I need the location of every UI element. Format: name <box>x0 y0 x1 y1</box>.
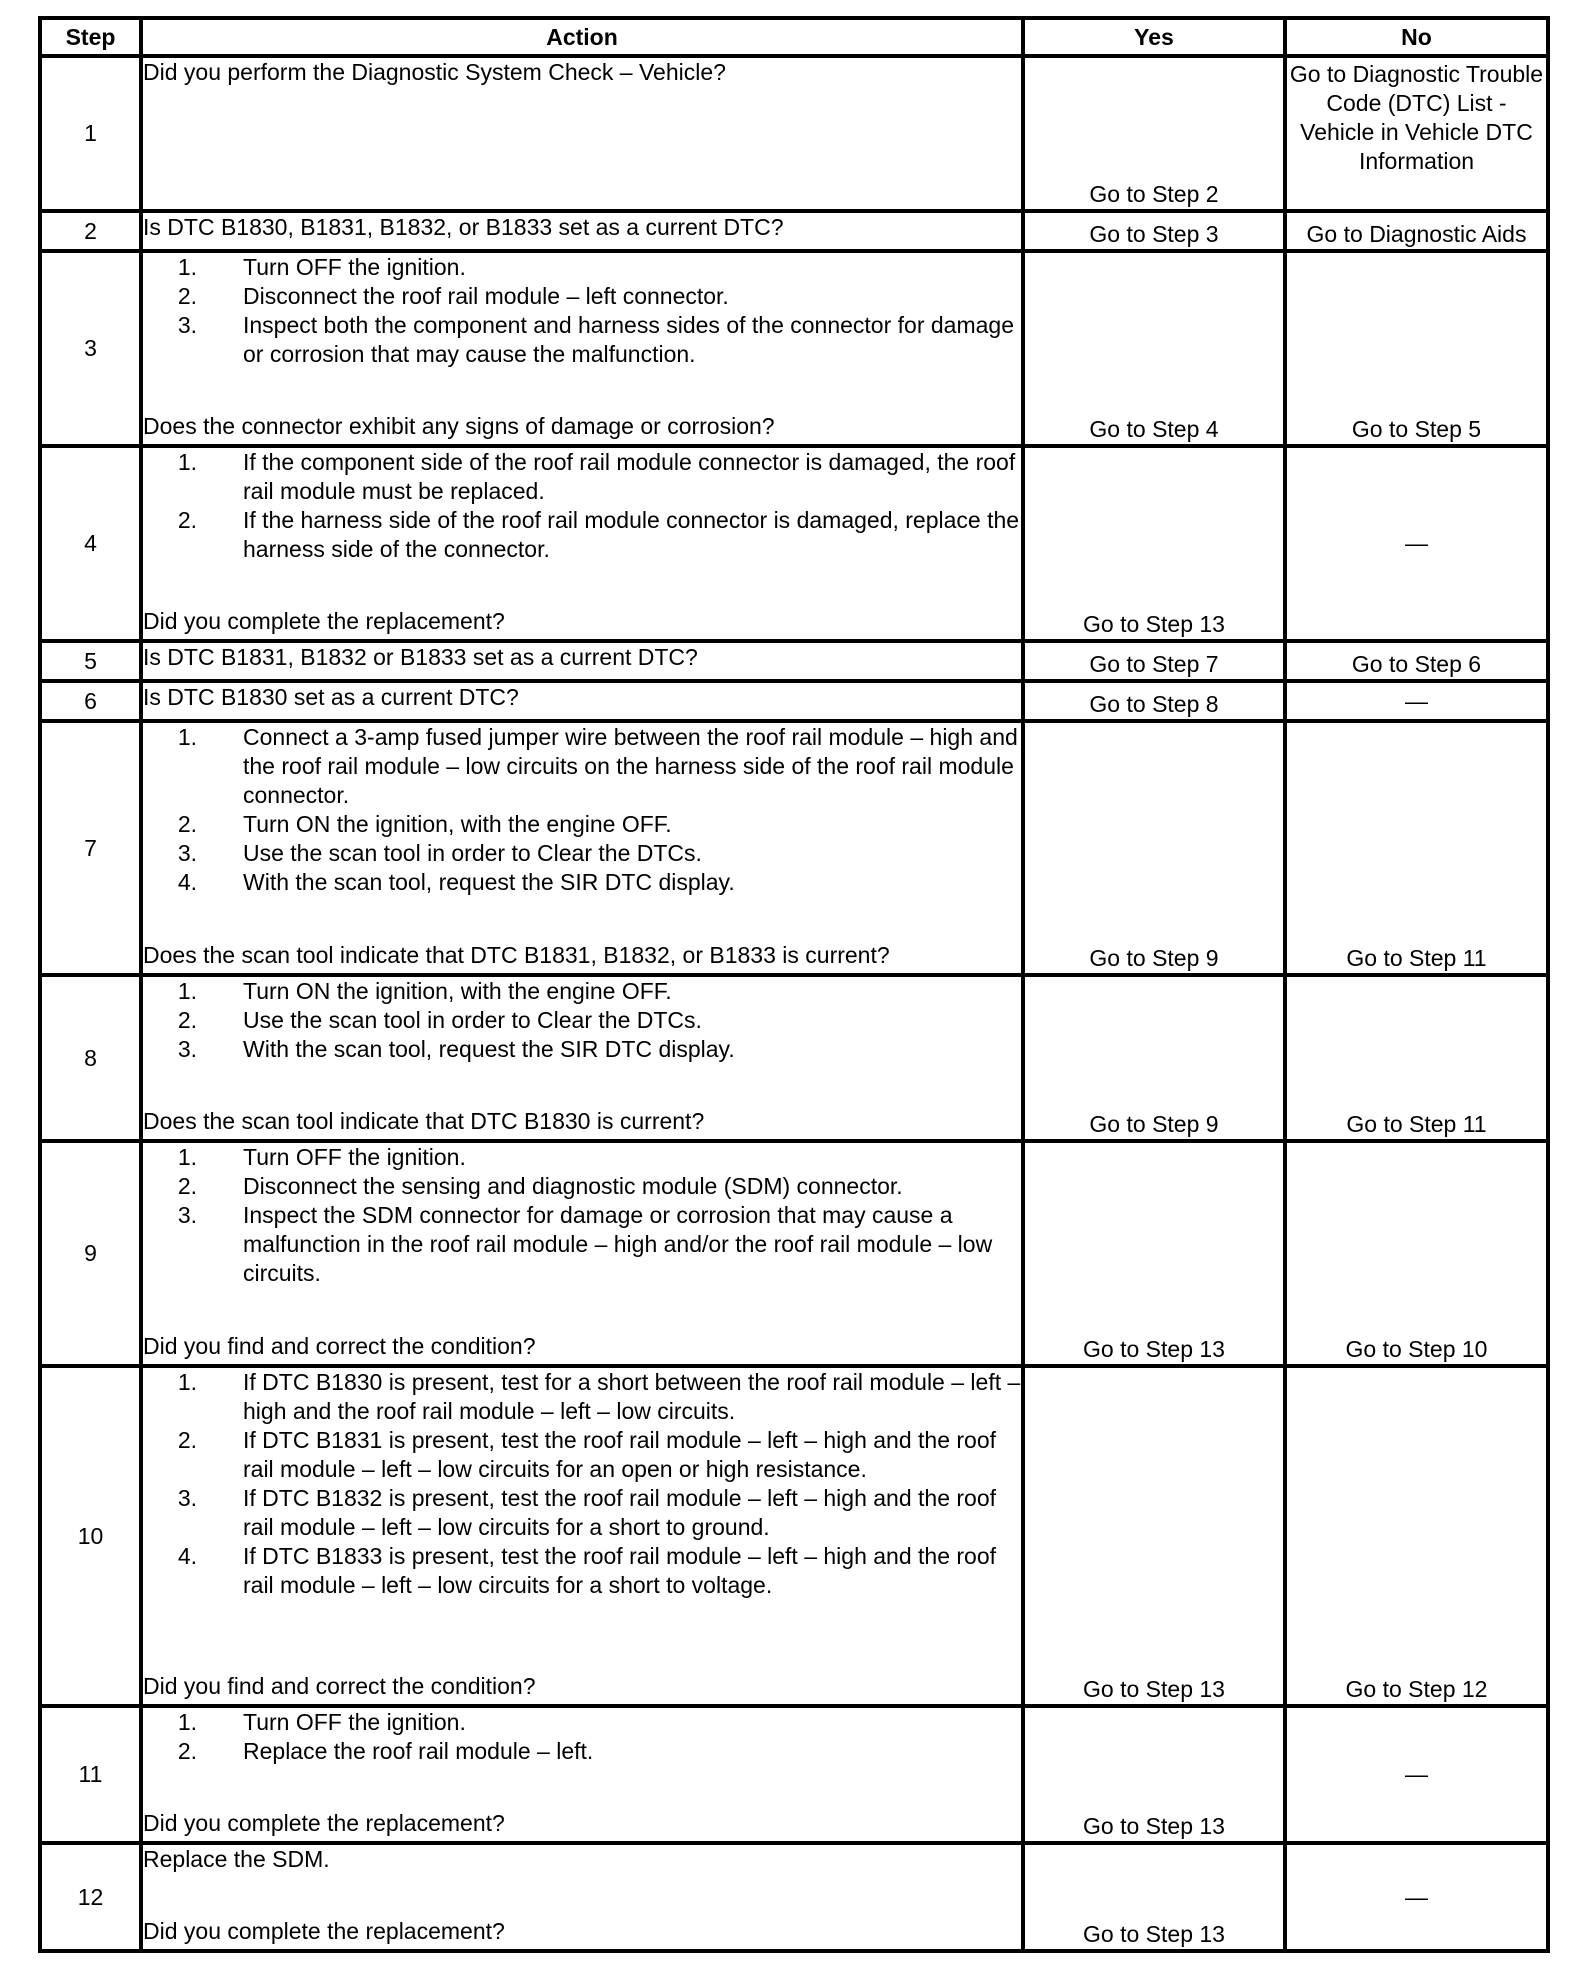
list-item: 2. Turn ON the ignition, with the engine OFF. <box>177 811 672 837</box>
action-cell <box>141 56 1023 211</box>
table-row <box>40 975 1548 1141</box>
list-item: 3. Use the scan tool in order to Clear the DTCs. <box>177 840 702 866</box>
action-cell <box>141 1141 1023 1366</box>
step-number: 1 <box>40 56 141 211</box>
header-yes: Yes <box>1023 18 1285 56</box>
list-item: 2. Disconnect the sensing and diagnostic module (SDM) connector. <box>177 1173 903 1199</box>
action-cell <box>141 1843 1023 1951</box>
question-text: Does the scan tool indicate that DTC B1830 is current? <box>143 1108 705 1134</box>
question-text: Did you find and correct the condition? <box>143 1333 536 1359</box>
header-step: Step <box>40 18 141 56</box>
question-text: Did you complete the replacement? <box>143 1918 505 1944</box>
list-item: 2. Use the scan tool in order to Clear the DTCs. <box>177 1007 702 1033</box>
step-number: 3 <box>40 251 141 446</box>
procedure-list <box>143 1368 1021 1600</box>
procedure-list <box>143 448 1021 564</box>
yes-cell: Go to Step 7 <box>1023 641 1285 681</box>
step-number: 7 <box>40 721 141 975</box>
list-item: 4. If DTC B1833 is present, test the roof rail module – left – high and the roof rail module – left – low circuits for a short to voltage. <box>177 1543 997 1598</box>
list-item: 1. Turn ON the ignition, with the engine OFF. <box>177 978 672 1004</box>
yes-cell: Go to Step 8 <box>1023 681 1285 721</box>
procedure-list <box>143 1708 1021 1766</box>
procedure-list <box>143 1143 1021 1288</box>
action-cell <box>141 721 1023 975</box>
procedure-list <box>143 253 1021 369</box>
step-number: 2 <box>40 211 141 251</box>
action-text: Is DTC B1831, B1832 or B1833 set as a current DTC? <box>143 644 698 670</box>
table-row <box>40 446 1548 641</box>
no-cell: Go to Diagnostic Aids <box>1285 211 1548 251</box>
list-item: 4. With the scan tool, request the SIR DTC display. <box>177 869 735 895</box>
yes-cell: Go to Step 13 <box>1023 446 1285 641</box>
yes-cell: Go to Step 2 <box>1023 56 1285 211</box>
list-item: 1. If DTC B1830 is present, test for a short between the roof rail module – left – high and the roof rail module – left – low circuits. <box>177 1369 1021 1424</box>
step-number: 10 <box>40 1366 141 1706</box>
list-item: 3. Inspect both the component and harness sides of the connector for damage or corrosion that may cause the malfunction. <box>177 312 1014 367</box>
table-row <box>40 1843 1548 1951</box>
table-row <box>40 56 1548 211</box>
action-cell <box>141 975 1023 1141</box>
list-item: 3. If DTC B1832 is present, test the roof rail module – left – high and the roof rail module – left – low circuits for a short to ground. <box>177 1485 997 1540</box>
step-number: 5 <box>40 641 141 681</box>
question-text: Did you complete the replacement? <box>143 1810 505 1836</box>
no-cell: Go to Step 10 <box>1285 1141 1548 1366</box>
action-text: Replace the SDM. <box>143 1846 330 1872</box>
diagnostic-table <box>38 16 1550 1953</box>
procedure-list <box>143 977 1021 1064</box>
table-row <box>40 1366 1548 1706</box>
question-text: Did you complete the replacement? <box>143 608 505 634</box>
no-cell: Go to Step 12 <box>1285 1366 1548 1706</box>
list-item: 3. With the scan tool, request the SIR DTC display. <box>177 1036 735 1062</box>
question-text: Does the connector exhibit any signs of damage or corrosion? <box>143 413 775 439</box>
yes-cell: Go to Step 4 <box>1023 251 1285 446</box>
step-number: 6 <box>40 681 141 721</box>
step-number: 9 <box>40 1141 141 1366</box>
list-item: 2. If DTC B1831 is present, test the roof rail module – left – high and the roof rail module – left – low circuits for an open or high resistance. <box>177 1427 997 1482</box>
list-item: 1. Connect a 3-amp fused jumper wire between the roof rail module – high and the roof rail module – low circuits on the harness side of the roof rail module connector. <box>177 724 1018 808</box>
no-cell: — <box>1285 446 1548 641</box>
list-item: 1. If the component side of the roof rail module connector is damaged, the roof rail module must be replaced. <box>177 449 1016 504</box>
no-cell: Go to Step 6 <box>1285 641 1548 681</box>
yes-cell: Go to Step 13 <box>1023 1366 1285 1706</box>
action-cell <box>141 446 1023 641</box>
list-item: 1. Turn OFF the ignition. <box>177 1709 466 1735</box>
action-cell <box>141 1706 1023 1843</box>
action-cell <box>141 1366 1023 1706</box>
no-cell: Go to Step 5 <box>1285 251 1548 446</box>
no-cell: — <box>1285 1843 1548 1951</box>
yes-cell: Go to Step 13 <box>1023 1706 1285 1843</box>
table-row <box>40 721 1548 975</box>
step-number: 8 <box>40 975 141 1141</box>
table-row <box>40 1141 1548 1366</box>
action-text: Is DTC B1830 set as a current DTC? <box>143 684 519 710</box>
list-item: 2. If the harness side of the roof rail module connector is damaged, replace the harness side of the connector. <box>177 507 1020 562</box>
list-item: 3. Inspect the SDM connector for damage or corrosion that may cause a malfunction in the roof rail module – high and/or the roof rail module – low circuits. <box>177 1202 993 1286</box>
question-text: Did you find and correct the condition? <box>143 1673 536 1699</box>
action-cell <box>141 681 1023 721</box>
question-text: Does the scan tool indicate that DTC B1831, B1832, or B1833 is current? <box>143 942 890 968</box>
header-action: Action <box>141 18 1023 56</box>
action-cell <box>141 211 1023 251</box>
header-no: No <box>1285 18 1548 56</box>
yes-cell: Go to Step 9 <box>1023 721 1285 975</box>
yes-cell: Go to Step 13 <box>1023 1141 1285 1366</box>
table-row <box>40 641 1548 681</box>
action-text: Did you perform the Diagnostic System Check – Vehicle? <box>143 59 726 85</box>
table-row <box>40 1706 1548 1843</box>
list-item: 1. Turn OFF the ignition. <box>177 1144 466 1170</box>
no-cell: — <box>1285 681 1548 721</box>
no-cell: — <box>1285 1706 1548 1843</box>
table-row <box>40 251 1548 446</box>
procedure-list <box>143 723 1021 897</box>
yes-cell: Go to Step 13 <box>1023 1843 1285 1951</box>
yes-cell: Go to Step 9 <box>1023 975 1285 1141</box>
table-row <box>40 211 1548 251</box>
step-number: 12 <box>40 1843 141 1951</box>
no-cell: Go to Diagnostic Trouble Code (DTC) List - Vehicle in Vehicle DTC Information <box>1285 56 1548 211</box>
no-cell: Go to Step 11 <box>1285 975 1548 1141</box>
action-cell <box>141 641 1023 681</box>
step-number: 4 <box>40 446 141 641</box>
no-cell: Go to Step 11 <box>1285 721 1548 975</box>
list-item: 2. Disconnect the roof rail module – left connector. <box>177 283 729 309</box>
yes-cell: Go to Step 3 <box>1023 211 1285 251</box>
header-row <box>40 18 1548 56</box>
table-row <box>40 681 1548 721</box>
step-number: 11 <box>40 1706 141 1843</box>
action-text: Is DTC B1830, B1831, B1832, or B1833 set as a current DTC? <box>143 214 784 240</box>
list-item: 2. Replace the roof rail module – left. <box>177 1738 594 1764</box>
action-cell <box>141 251 1023 446</box>
list-item: 1. Turn OFF the ignition. <box>177 254 466 280</box>
